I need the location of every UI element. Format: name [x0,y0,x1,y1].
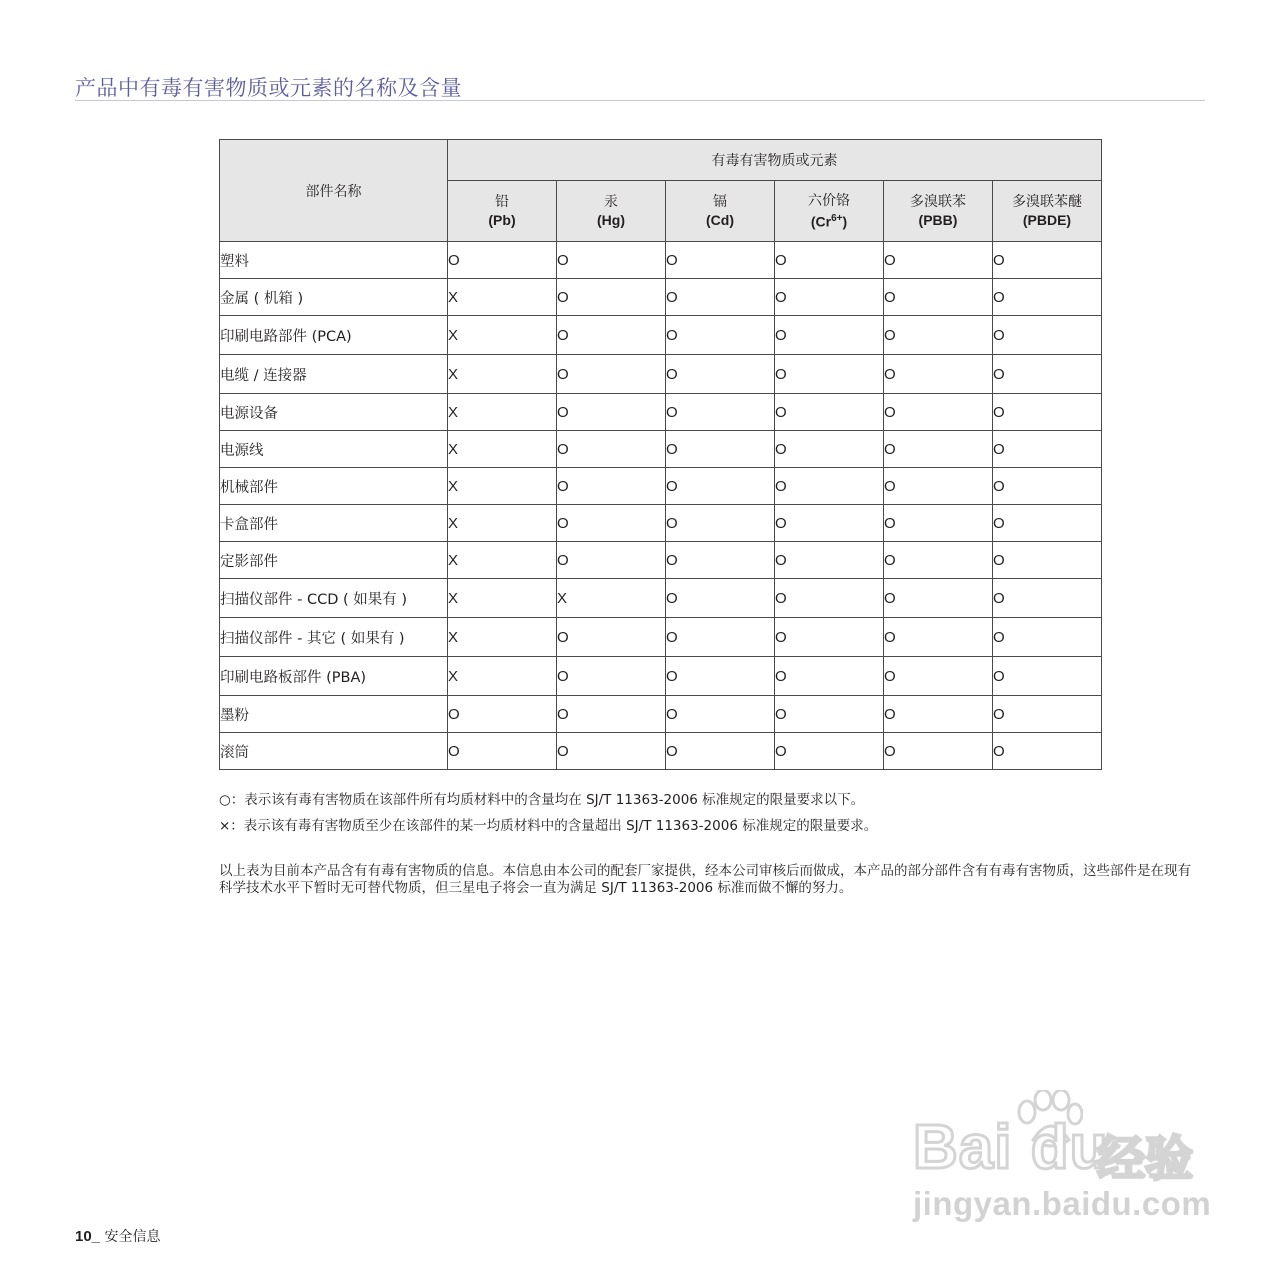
substance-mark-cell: O [557,431,666,468]
part-name-cell: 扫描仪部件 - 其它 ( 如果有 ) [220,618,448,657]
substance-mark-cell: X [448,431,557,468]
substance-mark-cell: O [557,279,666,316]
substance-name: 多溴联苯 [910,194,966,210]
substance-mark-cell: O [775,542,884,579]
substance-symbol [775,210,883,231]
substance-mark-cell: O [775,505,884,542]
substance-mark-cell: X [448,505,557,542]
part-name-cell: 电缆 / 连接器 [220,355,448,394]
baidu-jingyan-watermark [905,1090,1212,1230]
substance-mark-cell: O [993,316,1102,355]
substance-symbol-end: ) [842,213,848,230]
substance-mark-cell: O [884,733,993,770]
part-name-cell: 印刷电路部件 (PCA) [220,316,448,355]
substance-symbol-text: (Pb) [488,212,516,228]
substance-mark-cell: O [884,316,993,355]
substance-name: 六价铬 [808,192,850,209]
substance-header [666,181,775,242]
part-name-cell: 电源设备 [220,394,448,431]
substance-mark-cell: O [557,618,666,657]
table-row [220,242,1102,279]
substance-mark-cell: O [884,657,993,696]
substance-valence: 6+ [831,212,843,224]
substance-mark-cell: O [666,696,775,733]
table-body [220,242,1102,770]
watermark-url: jingyan.baidu.com [913,1185,1212,1222]
substance-mark-cell: O [557,657,666,696]
substance-mark-cell: O [775,316,884,355]
table-row [220,657,1102,696]
substance-mark-cell: O [666,618,775,657]
substance-name: 多溴联苯醚 [1012,194,1082,210]
table-row [220,696,1102,733]
substance-symbol-text: (Cr [810,213,832,230]
title-divider [75,100,1205,101]
substance-symbol-text: (PBDE) [1022,212,1072,228]
substance-mark-cell: O [557,696,666,733]
page-number: 10_ [75,1228,101,1245]
hazardous-substance-table [219,139,1102,770]
substance-header [884,181,993,242]
part-name-cell: 扫描仪部件 - CCD ( 如果有 ) [220,579,448,618]
substance-mark-cell: O [666,505,775,542]
substance-name: 铅 [495,194,509,210]
substance-mark-cell: O [884,279,993,316]
substance-name: 汞 [604,194,618,210]
substance-mark-cell: O [666,733,775,770]
substance-header [448,181,557,242]
substance-symbol-text: (Hg) [597,212,625,228]
substance-mark-cell: O [993,657,1102,696]
substance-mark-cell: O [993,579,1102,618]
substance-mark-cell: O [884,579,993,618]
table-row [220,542,1102,579]
substance-mark-cell: X [448,468,557,505]
substance-mark-cell: O [993,468,1102,505]
substance-mark-cell: O [884,355,993,394]
legend-o: ○：表示该有毒有害物质在该部件所有均质材料中的含量均在 SJ/T 11363-2006 标准规定的限量要求以下。 [219,792,865,808]
substance-mark-cell: O [993,696,1102,733]
substance-mark-cell: X [448,316,557,355]
table-row [220,733,1102,770]
substance-mark-cell: O [775,279,884,316]
substance-mark-cell: X [448,618,557,657]
substance-mark-cell: X [448,355,557,394]
substance-mark-cell: O [557,242,666,279]
substance-symbol [666,211,774,229]
substance-mark-cell: O [993,733,1102,770]
page-footer [75,1226,160,1246]
substance-mark-cell: O [993,431,1102,468]
substance-mark-cell: O [666,542,775,579]
substance-mark-cell: O [993,542,1102,579]
table-row [220,618,1102,657]
substance-mark-cell: X [448,394,557,431]
substance-mark-cell: O [666,355,775,394]
substance-mark-cell: O [993,355,1102,394]
substance-symbol-text: (PBB) [918,212,958,228]
substance-mark-cell: O [775,355,884,394]
substance-mark-cell: O [884,618,993,657]
substance-mark-cell: O [448,242,557,279]
table-row [220,431,1102,468]
substance-mark-cell: O [884,542,993,579]
substance-mark-cell: O [884,505,993,542]
substance-symbol-text: (Cd) [706,212,734,228]
substance-mark-cell: O [448,733,557,770]
substance-mark-cell: O [666,279,775,316]
substance-mark-cell: O [775,618,884,657]
substance-mark-cell: O [993,618,1102,657]
substance-mark-cell: O [666,579,775,618]
table-row [220,355,1102,394]
substance-group-header: 有毒有害物质或元素 [448,140,1102,181]
substance-mark-cell: O [775,696,884,733]
substance-mark-cell: O [557,394,666,431]
substance-name: 镉 [713,194,727,210]
part-name-cell: 滚筒 [220,733,448,770]
substance-mark-cell: O [775,394,884,431]
substance-mark-cell: X [448,279,557,316]
table-row [220,279,1102,316]
substance-mark-cell: X [557,579,666,618]
substance-symbol [557,211,665,229]
part-name-cell: 卡盒部件 [220,505,448,542]
substance-mark-cell: O [993,505,1102,542]
legend-x: ×：表示该有毒有害物质至少在该部件的某一均质材料中的含量超出 SJ/T 11363-2006 标准规定的限量要求。 [219,818,878,834]
part-name-cell: 定影部件 [220,542,448,579]
disclosure-note: 以上表为目前本产品含有有毒有害物质的信息。本信息由本公司的配套厂家提供，经本公司审核后而做成，本产品的部分部件含有有毒有害物质，这些部件是在现有科学技术水平下暂时无可替代物质，但三星电子将会一直为满足 SJ/T 11363-2006 标准而做不懈的努力。 [219,863,1191,896]
footer-section: 安全信息 [104,1229,161,1245]
substance-mark-cell: O [557,355,666,394]
part-name-cell: 塑料 [220,242,448,279]
table-row [220,394,1102,431]
page-title: 产品中有毒有害物质或元素的名称及含量 [75,76,462,100]
table-row [220,468,1102,505]
substance-mark-cell: O [666,468,775,505]
substance-mark-cell: X [448,542,557,579]
substance-mark-cell: O [448,696,557,733]
part-name-cell: 印刷电路板部件 (PBA) [220,657,448,696]
substance-mark-cell: O [884,696,993,733]
part-name-cell: 金属 ( 机箱 ) [220,279,448,316]
part-name-cell: 机械部件 [220,468,448,505]
watermark-logo: Bai du [913,1113,1109,1182]
substance-mark-cell: O [666,431,775,468]
substance-mark-cell: O [775,431,884,468]
part-name-cell: 墨粉 [220,696,448,733]
table-row [220,579,1102,618]
substance-mark-cell: O [775,733,884,770]
substance-mark-cell: O [666,242,775,279]
substance-mark-cell: O [993,242,1102,279]
substance-mark-cell: O [557,505,666,542]
substance-mark-cell: O [884,394,993,431]
substance-mark-cell: O [775,242,884,279]
substance-mark-cell: O [557,733,666,770]
watermark-cn: 经验 [1097,1131,1194,1187]
substance-mark-cell: O [884,242,993,279]
substance-mark-cell: O [993,394,1102,431]
substance-mark-cell: O [775,468,884,505]
substance-mark-cell: O [884,468,993,505]
substance-header [775,181,884,242]
substance-mark-cell: O [557,316,666,355]
substance-mark-cell: O [775,579,884,618]
substance-symbol [993,211,1101,229]
table-row [220,316,1102,355]
substance-header [993,181,1102,242]
table-row [220,505,1102,542]
substance-mark-cell: O [666,394,775,431]
substance-symbol [448,211,556,229]
substance-mark-cell: O [884,431,993,468]
substance-symbol [884,211,992,229]
substance-mark-cell: X [448,579,557,618]
part-name-cell: 电源线 [220,431,448,468]
substance-mark-cell: O [557,468,666,505]
substance-mark-cell: O [775,657,884,696]
substance-mark-cell: O [666,316,775,355]
substance-header [557,181,666,242]
substance-mark-cell: O [993,279,1102,316]
substance-mark-cell: O [666,657,775,696]
part-name-header: 部件名称 [220,140,448,242]
substance-mark-cell: O [557,542,666,579]
substance-mark-cell: X [448,657,557,696]
